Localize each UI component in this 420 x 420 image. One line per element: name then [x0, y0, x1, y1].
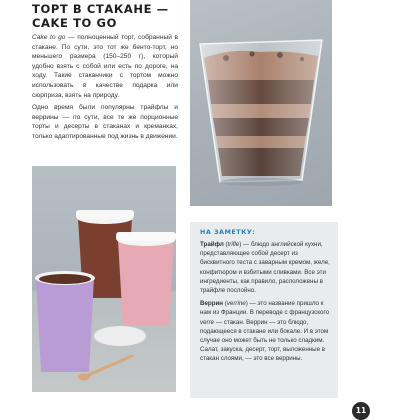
page-number: 11 [352, 402, 370, 420]
title-line-1: ТОРТ В СТАКАНЕ — [32, 2, 169, 16]
note-verrine-paragraph: Веррин (verrine) — это название пришло к нам из Франции. В переводе с французского verre — стакан. Веррин — это блюдо, подающееся в стакане или бокале. И в этом случае оно может быть не только сладким. Салат, закуска, десерт, торт, выложенные в стакан слоями, — это все веррины. [200, 300, 330, 363]
verrine-french-word: verre [200, 318, 215, 326]
title-line-2: CAKE TO GO [32, 16, 117, 30]
verrine-term: Веррин [200, 300, 224, 308]
note-trifle-paragraph: Трайфл (trifle) — блюдо английской кухни, представляющее собой десерт из бисквитного теста с заварным кремом, желе, конфитюром и взбитыми сливками. Все эти ингредиенты, как правило, расположены в трайфле послойно. [200, 241, 330, 295]
trifle-text: — блюдо английской кухни, представляющее собой десерт из бисквитного теста с заварным кремом, желе, конфитюром и взбитыми сливками. Все эти ингредиенты, как правило, расположены в трайфле послойно. [200, 241, 330, 295]
coffee-cups-illustration [32, 166, 176, 392]
trifle-original: trifle [227, 241, 240, 248]
cake-in-cup-illustration [190, 0, 332, 206]
verrine-text-a: — это название пришло к нам из Франции. В переводе с французского [200, 300, 330, 317]
coffee-cups-photo [32, 166, 176, 392]
cake-to-go-term: Cake to go [32, 34, 66, 41]
cake-in-cup-photo [190, 0, 332, 206]
verrine-text-b: — стакан. Веррин — это блюдо, подающееся в стакане или бокале. И в этом случае оно может быть не только сладким. Салат, закуска, десерт, торт, выложенные в стакан слоями, — это все веррины. [200, 318, 329, 363]
intro-paragraph-text: — полноценный торт, собранный в стакане. По сути, это тот же бенто-торт, но меньшего размера (150–250 г), который удобно взять с собой или есть по дороге, на ходу. Такие стаканчики с тортом можно использовать в качестве подарка или сюрприза, взять на природу. [32, 34, 178, 99]
trifle-term: Трайфл [200, 241, 224, 248]
note-heading: НА ЗАМЕТКУ: [200, 228, 256, 236]
history-paragraph: Одно время были популярны трайфлы и веррины — по сути, все те же порционные торты и десерты в стаканах и креманках, только адаптированные под жизнь в движении. [32, 104, 178, 140]
page-title [32, 2, 192, 30]
verrine-original: verrine [226, 300, 246, 308]
intro-paragraph [32, 33, 178, 100]
note-box [190, 222, 338, 398]
